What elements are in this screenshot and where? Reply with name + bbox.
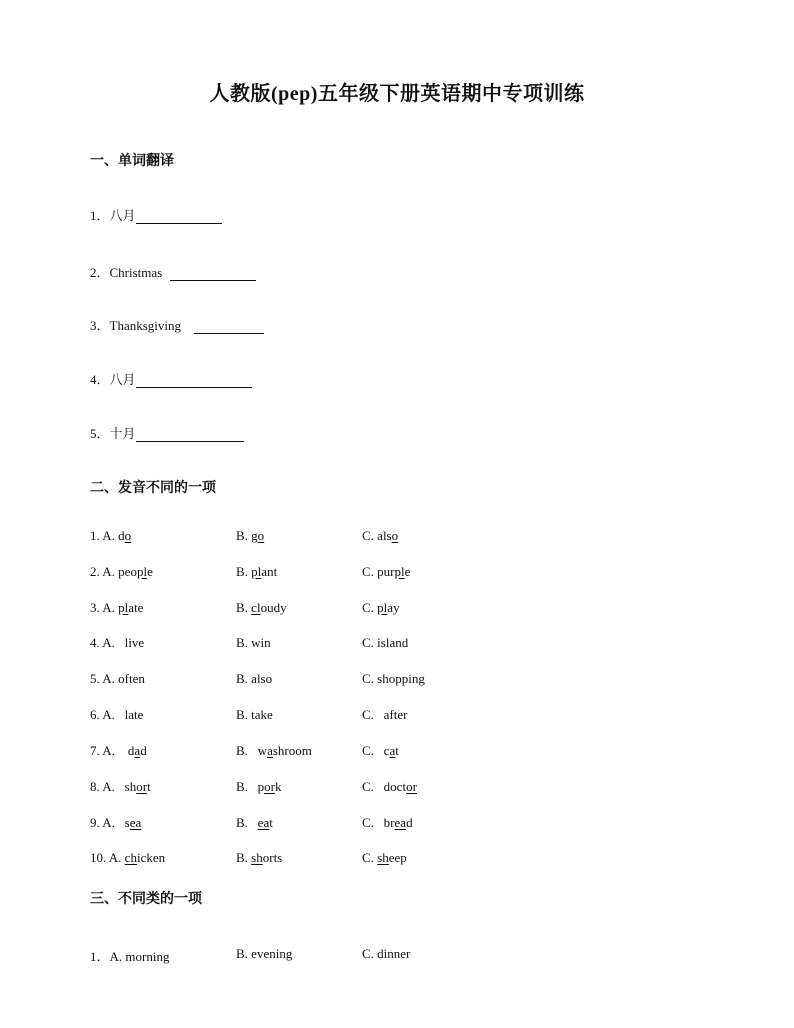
- option-b: B. evening: [236, 946, 293, 961]
- answer-blank[interactable]: [170, 266, 256, 281]
- underlined-letters: go: [251, 528, 265, 543]
- pronunciation-row: [0, 850, 794, 870]
- option-b: B. washroom: [236, 743, 312, 758]
- pronunciation-row: [0, 707, 794, 727]
- option-b: B. pork: [236, 779, 282, 794]
- option-b: B. go: [236, 528, 265, 543]
- underlined-letters: sh: [251, 850, 263, 865]
- option-c: C. also: [362, 528, 399, 543]
- option-c: C. play: [362, 600, 400, 615]
- pronunciation-row: [0, 600, 794, 620]
- item-word: Christmas: [109, 265, 163, 280]
- item-word: Thanksgiving: [109, 318, 182, 333]
- option-b: B. eat: [236, 815, 273, 830]
- underlined-letters: pl: [394, 564, 405, 579]
- underlined-letters: or: [406, 779, 417, 794]
- option-a: 10. A. chicken: [90, 850, 166, 865]
- option-b: B. take: [236, 707, 273, 722]
- option-c: C. cat: [362, 743, 399, 758]
- underlined-letters: cl: [251, 600, 261, 615]
- option-c: C. dinner: [362, 946, 411, 961]
- pronunciation-row: [0, 635, 794, 655]
- underlined-letters: ch: [124, 850, 137, 865]
- item-number: 5．: [90, 426, 110, 441]
- pronunciation-row: [0, 779, 794, 799]
- translation-item-2: [90, 262, 256, 281]
- item-number: 3．: [90, 318, 110, 333]
- section-3-heading: 三、不同类的一项: [90, 891, 202, 907]
- underlined-letters: a: [134, 743, 141, 758]
- item-number: 4．: [90, 372, 110, 387]
- option-a: 9. A. sea: [90, 815, 142, 830]
- option-a: 7. A. dad: [90, 743, 147, 758]
- option-a: 3. A. plate: [90, 600, 144, 615]
- page-title: 人教版(pep)五年级下册英语期中专项训练: [209, 83, 585, 105]
- underlined-letters: o: [391, 528, 399, 543]
- option-c: C. after: [362, 707, 408, 722]
- section-1-heading: 一、单词翻译: [90, 153, 174, 169]
- option-b: B. cloudy: [236, 600, 287, 615]
- answer-blank[interactable]: [136, 373, 252, 388]
- option-c: C. bread: [362, 815, 413, 830]
- option-b: B. shorts: [236, 850, 283, 865]
- translation-item-4: [90, 369, 252, 388]
- classification-row-1: [0, 946, 794, 966]
- pronunciation-row: [0, 743, 794, 763]
- option-a: 5. A. often: [90, 671, 145, 686]
- underlined-letters: sh: [377, 850, 389, 865]
- option-b: B. also: [236, 671, 273, 686]
- option-a: 2. A. people: [90, 564, 153, 579]
- option-a: 6. A. late: [90, 707, 144, 722]
- underlined-letters: pl: [377, 600, 388, 615]
- item-number: 1．: [90, 208, 110, 223]
- translation-item-3: [90, 315, 264, 334]
- question-number-and-option-a: 1．A. morning: [90, 949, 170, 964]
- pronunciation-row: [0, 815, 794, 835]
- underlined-letters: pl: [118, 600, 129, 615]
- option-b: B. win: [236, 635, 271, 650]
- item-word: 八月: [109, 208, 136, 223]
- option-c: C. shopping: [362, 671, 425, 686]
- item-word: 十月: [109, 426, 136, 441]
- option-a: 1. A. do: [90, 528, 132, 543]
- underlined-letters: o: [124, 528, 132, 543]
- underlined-letters: or: [264, 779, 276, 794]
- underlined-letters: or: [136, 779, 148, 794]
- underlined-letters: a: [267, 743, 273, 758]
- translation-item-5: [90, 423, 244, 442]
- item-word: 八月: [109, 372, 136, 387]
- underlined-letters: a: [389, 743, 396, 758]
- underlined-letters: ea: [129, 815, 142, 830]
- pronunciation-row: [0, 564, 794, 584]
- answer-blank[interactable]: [136, 209, 222, 224]
- answer-blank[interactable]: [136, 427, 244, 442]
- pronunciation-row: [0, 528, 794, 548]
- underlined-letters: pl: [251, 564, 262, 579]
- option-b: B. plant: [236, 564, 278, 579]
- section-2-heading: 二、发音不同的一项: [90, 480, 216, 496]
- underlined-letters: pl: [136, 564, 148, 579]
- translation-item-1: [90, 205, 222, 224]
- option-a: 4. A. live: [90, 635, 145, 650]
- underlined-letters: ea: [394, 815, 407, 830]
- option-c: C. doctor: [362, 779, 417, 794]
- underlined-letters: ea: [257, 815, 270, 830]
- option-c: C. purple: [362, 564, 411, 579]
- item-number: 2．: [90, 265, 110, 280]
- option-c: C. island: [362, 635, 409, 650]
- pronunciation-row: [0, 671, 794, 691]
- answer-blank[interactable]: [194, 319, 264, 334]
- option-a: 8. A. short: [90, 779, 151, 794]
- option-c: C. sheep: [362, 850, 407, 865]
